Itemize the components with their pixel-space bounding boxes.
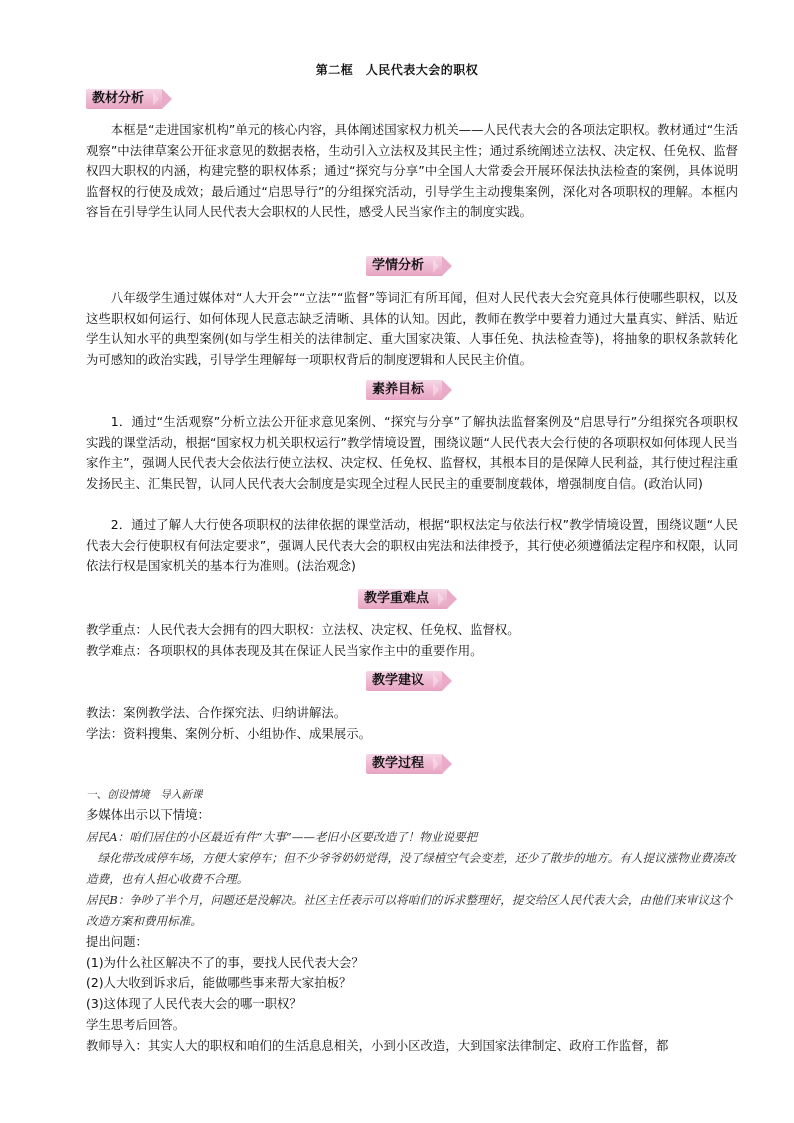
section-heading-literacy-goals: 素养目标 (366, 380, 442, 400)
section-heading-key-difficult: 教学重难点 (358, 589, 447, 609)
page-title: 第二框 人民代表大会的职权 (315, 63, 479, 77)
teaching-methods: 教法：案例教学法、合作探究法、归纳讲解法。 (86, 705, 347, 720)
teacher-intro: 教师导入：其实人大的职权和咱们的生活息息相关，小到小区改造，大到国家法律制定、政府工作监督，都 (86, 1038, 669, 1053)
teaching-key-point: 教学重点：人民代表大会拥有的四大职权：立法权、决定权、任免权、监督权。 (86, 622, 520, 637)
learner-analysis-paragraph: 八年级学生通过媒体对“人大开会”“立法”“监督”等词汇有所耳闻，但对人民代表大会究竟具体行使哪些职权，以及这些职权如何运行、如何体现人民意志缺乏清晰、具体的认知。因此，教师在教学中要着力通过大量真实、鲜活、贴近学生认知水平的典型案例(如与学生相关的法律制定、重大国家决策、人事任免、执法检查等)，将抽象的职权条款转化为可感知的政治实践，引导学生理解每一项职权背后的制度逻辑和人民民主价值。 (86, 290, 738, 367)
media-intro: 多媒体出示以下情境： (86, 807, 210, 822)
ask-questions: 提出问题： (86, 934, 148, 949)
literacy-goal-1: 1．通过“生活观察”分析立法公开征求意见案例、“探究与分享”了解执法监督案例及“启思导行”分组探究各项职权实践的课堂活动，根据“国家权力机关职权运行”教学情境设置，围绕议题“人民代表大会行使的各项职权如何体现人民当家作主”，强调人民代表大会依法行使立法权、决定权、任免权、监督权，其根本目的是保障人民利益，其行使过程注重发扬民主、汇集民智，认同人民代表大会制度是实现全过程人民民主的重要制度载体，增强制度自信。(政治认同) (86, 414, 738, 491)
section-heading-textbook-analysis: 教材分析 (86, 89, 162, 109)
question-2: (2)人大收到诉求后，能做哪些事来帮大家拍板？ (86, 975, 352, 990)
question-3: (3)这体现了人民代表大会的哪一职权？ (86, 996, 302, 1011)
teaching-difficult-point: 教学难点：各项职权的具体表现及其在保证人民当家作主中的重要作用。 (86, 643, 483, 658)
section-heading-learner-analysis: 学情分析 (366, 256, 442, 276)
process-step-1: 一、创设情境 导入新课 (86, 789, 203, 801)
student-answer: 学生思考后回答。 (86, 1017, 186, 1032)
textbook-analysis-paragraph: 本框是“走进国家机构”单元的核心内容，具体阐述国家权力机关——人民代表大会的各项法定职权。教材通过“生活观察”中法律草案公开征求意见的数据表格，生动引入立法权及其民主性；通过系统阐述立法权、决定权、任免权、监督权四大职权的内涵，构建完整的职权体系；通过“探究与分享”中全国人大常委会开展环保法执法检查的案例，具体说明监督权的行使及成效；最后通过“启思导行”的分组探究活动，引导学生主动搜集案例，深化对各项职权的理解。本框内容旨在引导学生认同人民代表大会职权的人民性，感受人民当家作主的制度实践。 (86, 122, 738, 220)
section-heading-teaching-suggestions: 教学建议 (366, 671, 442, 691)
learning-methods: 学法：资料搜集、案例分析、小组协作、成果展示。 (86, 726, 371, 741)
resident-b: 居民B：争吵了半个月，问题还是没解决。社区主任表示可以将咱们的诉求整理好，提交给区人民代表大会，由他们来审议这个改造方案和费用标准。 (86, 893, 733, 928)
section-heading-teaching-process: 教学过程 (366, 754, 442, 774)
resident-a-line-2: 绿化带改成停车场，方便大家停车；但不少爷爷奶奶觉得，没了绿植空气会变差，还少了散步的地方。有人提议涨物业费凑改造费，也有人担心收费不合理。 (86, 851, 736, 886)
question-1: (1)为什么社区解决不了的事，要找人民代表大会？ (86, 955, 364, 970)
literacy-goal-2: 2．通过了解人大行使各项职权的法律依据的课堂活动，根据“职权法定与依法行权”教学情境设置，围绕议题“人民代表大会行使职权有何法定要求”，强调人民代表大会的职权由宪法和法律授予，其行使必须遵循法定程序和权限，认同依法行权是国家机关的基本行为准则。(法治观念) (86, 517, 738, 574)
resident-a-line-1: 居民A：咱们居住的小区最近有件“大事”——老旧小区要改造了！物业说要把 (86, 830, 478, 844)
